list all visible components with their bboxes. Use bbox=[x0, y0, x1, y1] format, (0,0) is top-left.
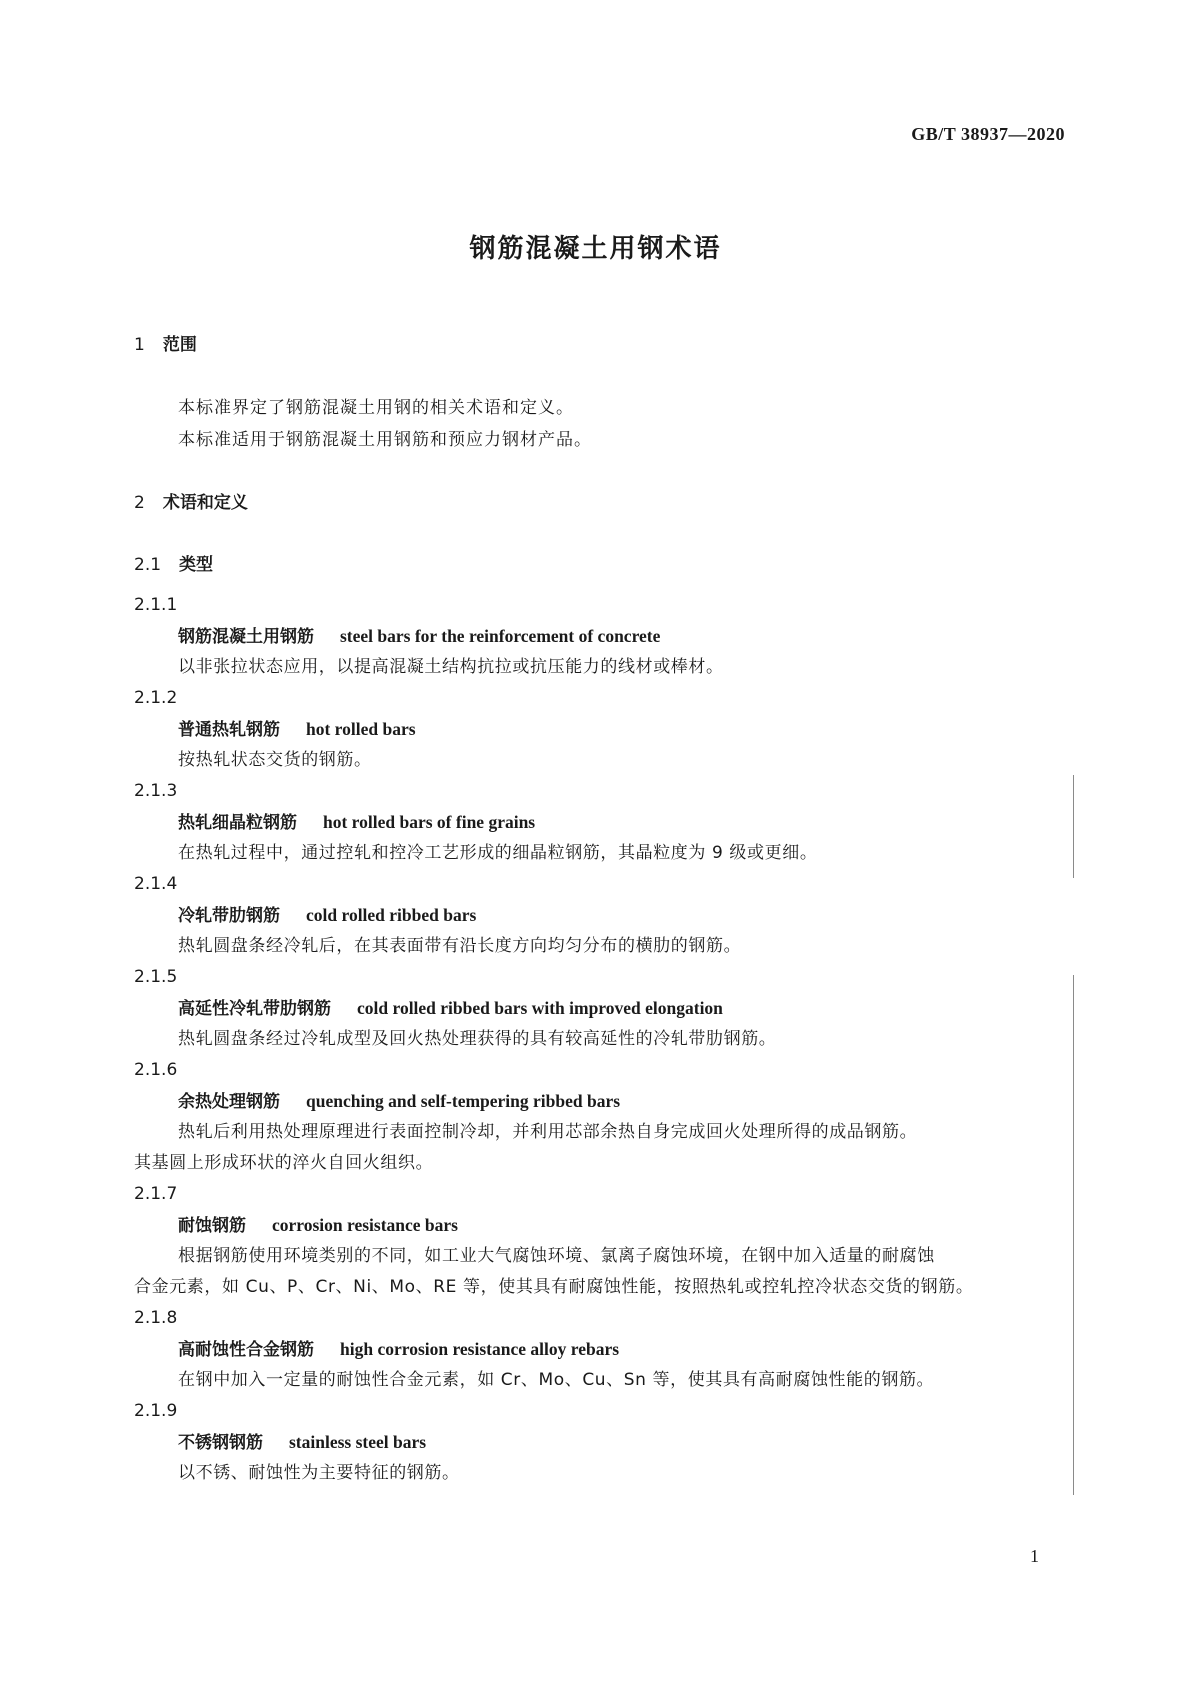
section-title: 类型 bbox=[179, 555, 214, 575]
term-entry bbox=[134, 1303, 1074, 1396]
term-entry bbox=[134, 590, 1074, 683]
term-heading bbox=[134, 807, 1074, 838]
term-chinese: 钢筋混凝土用钢筋 bbox=[178, 627, 314, 647]
term-definition: 根据钢筋使用环境类别的不同，如工业大气腐蚀环境、氯离子腐蚀环境，在钢中加入适量的耐腐蚀 bbox=[178, 1246, 935, 1266]
section-1-heading bbox=[134, 330, 197, 355]
term-definition: 合金元素，如 Cu、P、Cr、Ni、Mo、RE 等，使其具有耐腐蚀性能，按照热轧或控轧控冷状态交货的钢筋。 bbox=[134, 1277, 974, 1297]
term-entry bbox=[134, 1179, 1074, 1303]
term-definition: 热轧圆盘条经过冷轧成型及回火热处理获得的具有较高延性的冷轧带肋钢筋。 bbox=[178, 1029, 777, 1049]
term-definition: 以非张拉状态应用，以提高混凝土结构抗拉或抗压能力的线材或棒材。 bbox=[178, 657, 724, 677]
term-chinese: 热轧细晶粒钢筋 bbox=[178, 813, 297, 833]
term-heading bbox=[134, 714, 1074, 745]
term-number: 2.1.2 bbox=[134, 688, 178, 708]
section-number: 2.1 bbox=[134, 555, 162, 575]
term-chinese: 余热处理钢筋 bbox=[178, 1092, 280, 1112]
scope-paragraph: 本标准适用于钢筋混凝土用钢筋和预应力钢材产品。 bbox=[178, 430, 592, 450]
term-entry bbox=[134, 1396, 1074, 1489]
term-definition: 在热轧过程中，通过控轧和控冷工艺形成的细晶粒钢筋，其晶粒度为 9 级或更细。 bbox=[178, 843, 818, 863]
term-entry bbox=[134, 1055, 1074, 1179]
term-definition: 按热轧状态交货的钢筋。 bbox=[178, 750, 372, 770]
term-heading bbox=[134, 993, 1074, 1024]
term-heading bbox=[134, 621, 1074, 652]
page-number: 1 bbox=[1030, 1546, 1039, 1566]
term-number: 2.1.5 bbox=[134, 967, 178, 987]
term-number: 2.1.4 bbox=[134, 874, 178, 894]
term-english: hot rolled bars bbox=[306, 719, 416, 739]
section-2-heading bbox=[134, 488, 248, 513]
term-entry bbox=[134, 962, 1074, 1055]
term-heading bbox=[134, 1334, 1074, 1365]
margin-change-bar bbox=[1073, 775, 1074, 878]
term-number: 2.1.3 bbox=[134, 781, 178, 801]
term-entry bbox=[134, 869, 1074, 962]
section-2-1-heading bbox=[134, 550, 213, 575]
term-chinese: 普通热轧钢筋 bbox=[178, 720, 280, 740]
term-chinese: 耐蚀钢筋 bbox=[178, 1216, 246, 1236]
term-heading bbox=[134, 1427, 1074, 1458]
term-number: 2.1.1 bbox=[134, 595, 178, 615]
term-english: corrosion resistance bars bbox=[272, 1215, 458, 1235]
term-chinese: 高延性冷轧带肋钢筋 bbox=[178, 999, 331, 1019]
term-number: 2.1.6 bbox=[134, 1060, 178, 1080]
section-number: 1 bbox=[134, 335, 145, 355]
term-definition: 热轧圆盘条经冷轧后，在其表面带有沿长度方向均匀分布的横肋的钢筋。 bbox=[178, 936, 742, 956]
term-number: 2.1.7 bbox=[134, 1184, 178, 1204]
term-entries bbox=[134, 590, 1074, 1489]
document-title: 钢筋混凝土用钢术语 bbox=[469, 234, 722, 264]
term-heading bbox=[134, 900, 1074, 931]
term-chinese: 冷轧带肋钢筋 bbox=[178, 906, 280, 926]
term-definition: 以不锈、耐蚀性为主要特征的钢筋。 bbox=[178, 1463, 460, 1483]
term-chinese: 不锈钢钢筋 bbox=[178, 1433, 263, 1453]
term-english: quenching and self-tempering ribbed bars bbox=[306, 1091, 621, 1111]
term-english: steel bars for the reinforcement of concrete bbox=[340, 626, 661, 646]
term-english: stainless steel bars bbox=[289, 1432, 427, 1452]
section-title: 术语和定义 bbox=[162, 493, 248, 513]
term-heading bbox=[134, 1210, 1074, 1241]
term-heading bbox=[134, 1086, 1074, 1117]
term-english: hot rolled bars of fine grains bbox=[323, 812, 536, 832]
scope-paragraph: 本标准界定了钢筋混凝土用钢的相关术语和定义。 bbox=[178, 398, 574, 418]
term-entry bbox=[134, 683, 1074, 776]
term-chinese: 高耐蚀性合金钢筋 bbox=[178, 1340, 314, 1360]
term-definition: 在钢中加入一定量的耐蚀性合金元素，如 Cr、Mo、Cu、Sn 等，使其具有高耐腐蚀性能的钢筋。 bbox=[178, 1370, 935, 1390]
term-number: 2.1.8 bbox=[134, 1308, 178, 1328]
margin-change-bar bbox=[1073, 975, 1074, 1495]
term-english: high corrosion resistance alloy rebars bbox=[340, 1339, 620, 1359]
term-definition: 热轧后利用热处理原理进行表面控制冷却，并利用芯部余热自身完成回火处理所得的成品钢筋。 bbox=[178, 1122, 918, 1142]
term-english: cold rolled ribbed bars bbox=[306, 905, 477, 925]
standard-number: GB/T 38937—2020 bbox=[911, 124, 1065, 144]
section-title: 范围 bbox=[162, 335, 197, 355]
term-english: cold rolled ribbed bars with improved elongation bbox=[357, 998, 723, 1018]
section-number: 2 bbox=[134, 493, 145, 513]
term-entry bbox=[134, 776, 1074, 869]
term-definition: 其基圆上形成环状的淬火自回火组织。 bbox=[134, 1153, 434, 1173]
term-number: 2.1.9 bbox=[134, 1401, 178, 1421]
